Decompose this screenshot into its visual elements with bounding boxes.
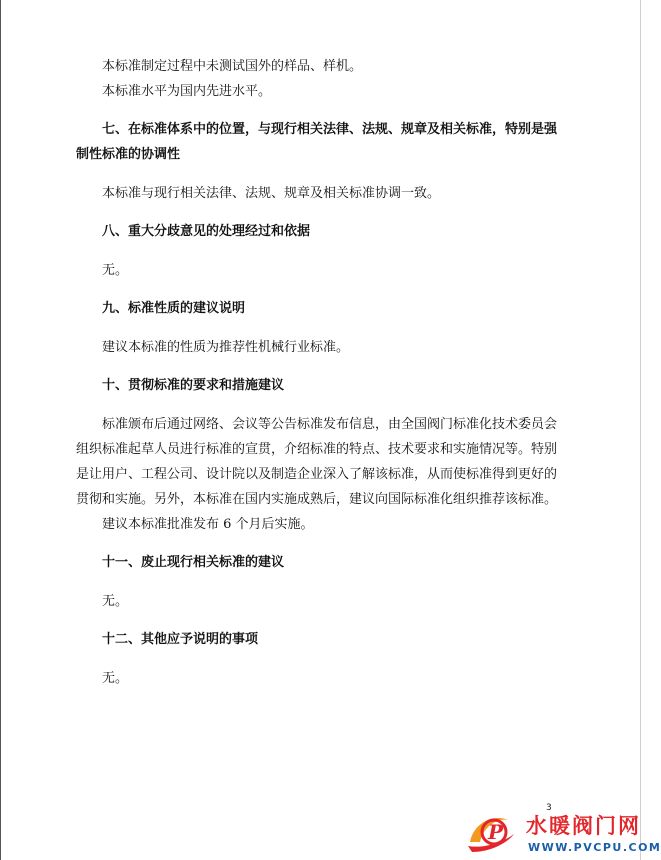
heading-section-9: 九、标准性质的建议说明 bbox=[102, 301, 246, 316]
body-section-10-line-3: 是让用户、工程公司、设计院以及制造企业深入了解该标准，从而使标准得到更好的 bbox=[76, 467, 558, 482]
body-section-10-line-5: 建议本标准批准发布 6 个月后实施。 bbox=[102, 517, 314, 532]
body-section-10 bbox=[76, 412, 556, 537]
heading-section-12: 十二、其他应予说明的事项 bbox=[102, 632, 259, 647]
heading-section-11: 十一、废止现行相关标准的建议 bbox=[102, 555, 285, 570]
document-body bbox=[76, 54, 556, 691]
page-number: 3 bbox=[546, 803, 552, 813]
body-section-9: 建议本标准的性质为推荐性机械行业标准。 bbox=[102, 340, 350, 355]
body-section-10-line-2: 组织标准起草人员进行标准的宣贯，介绍标准的特点、技术要求和实施情况等。特别 bbox=[76, 442, 558, 457]
heading-section-7-line-1: 七、在标准体系中的位置，与现行相关法律、法规、规章及相关标准，特别是强 bbox=[102, 122, 558, 137]
body-section-7: 本标准与现行相关法律、法规、规章及相关标准协调一致。 bbox=[102, 186, 441, 201]
body-section-12: 无。 bbox=[102, 671, 129, 686]
body-section-10-line-4: 贯彻和实施。另外，本标准在国内实施成熟后，建议向国际标准化组织推荐该标准。 bbox=[76, 492, 558, 507]
paragraph-standard-level: 本标准水平为国内先进水平。 bbox=[102, 84, 272, 99]
page-left-edge bbox=[0, 0, 1, 860]
body-section-8: 无。 bbox=[102, 263, 129, 278]
page-right-edge bbox=[640, 0, 641, 860]
site-watermark bbox=[464, 808, 661, 860]
body-section-11: 无。 bbox=[102, 594, 129, 609]
body-section-10-line-1: 标准颁布后通过网络、会议等公告标准发布信息，由全国阀门标准化技术委员会 bbox=[102, 417, 558, 432]
watermark-logo-icon bbox=[464, 808, 520, 858]
heading-section-8: 八、重大分歧意见的处理经过和依据 bbox=[102, 224, 311, 239]
heading-section-10: 十、贯彻标准的要求和措施建议 bbox=[102, 378, 285, 393]
watermark-url: WWW.PVCPU.COM bbox=[528, 841, 661, 854]
svg-text:P: P bbox=[488, 820, 504, 844]
paragraph-foreign-samples: 本标准制定过程中未测试国外的样品、样机。 bbox=[102, 59, 363, 74]
heading-section-7-line-2: 制性标准的协调性 bbox=[76, 147, 181, 162]
watermark-title: 水暖阀门网 bbox=[526, 814, 641, 838]
